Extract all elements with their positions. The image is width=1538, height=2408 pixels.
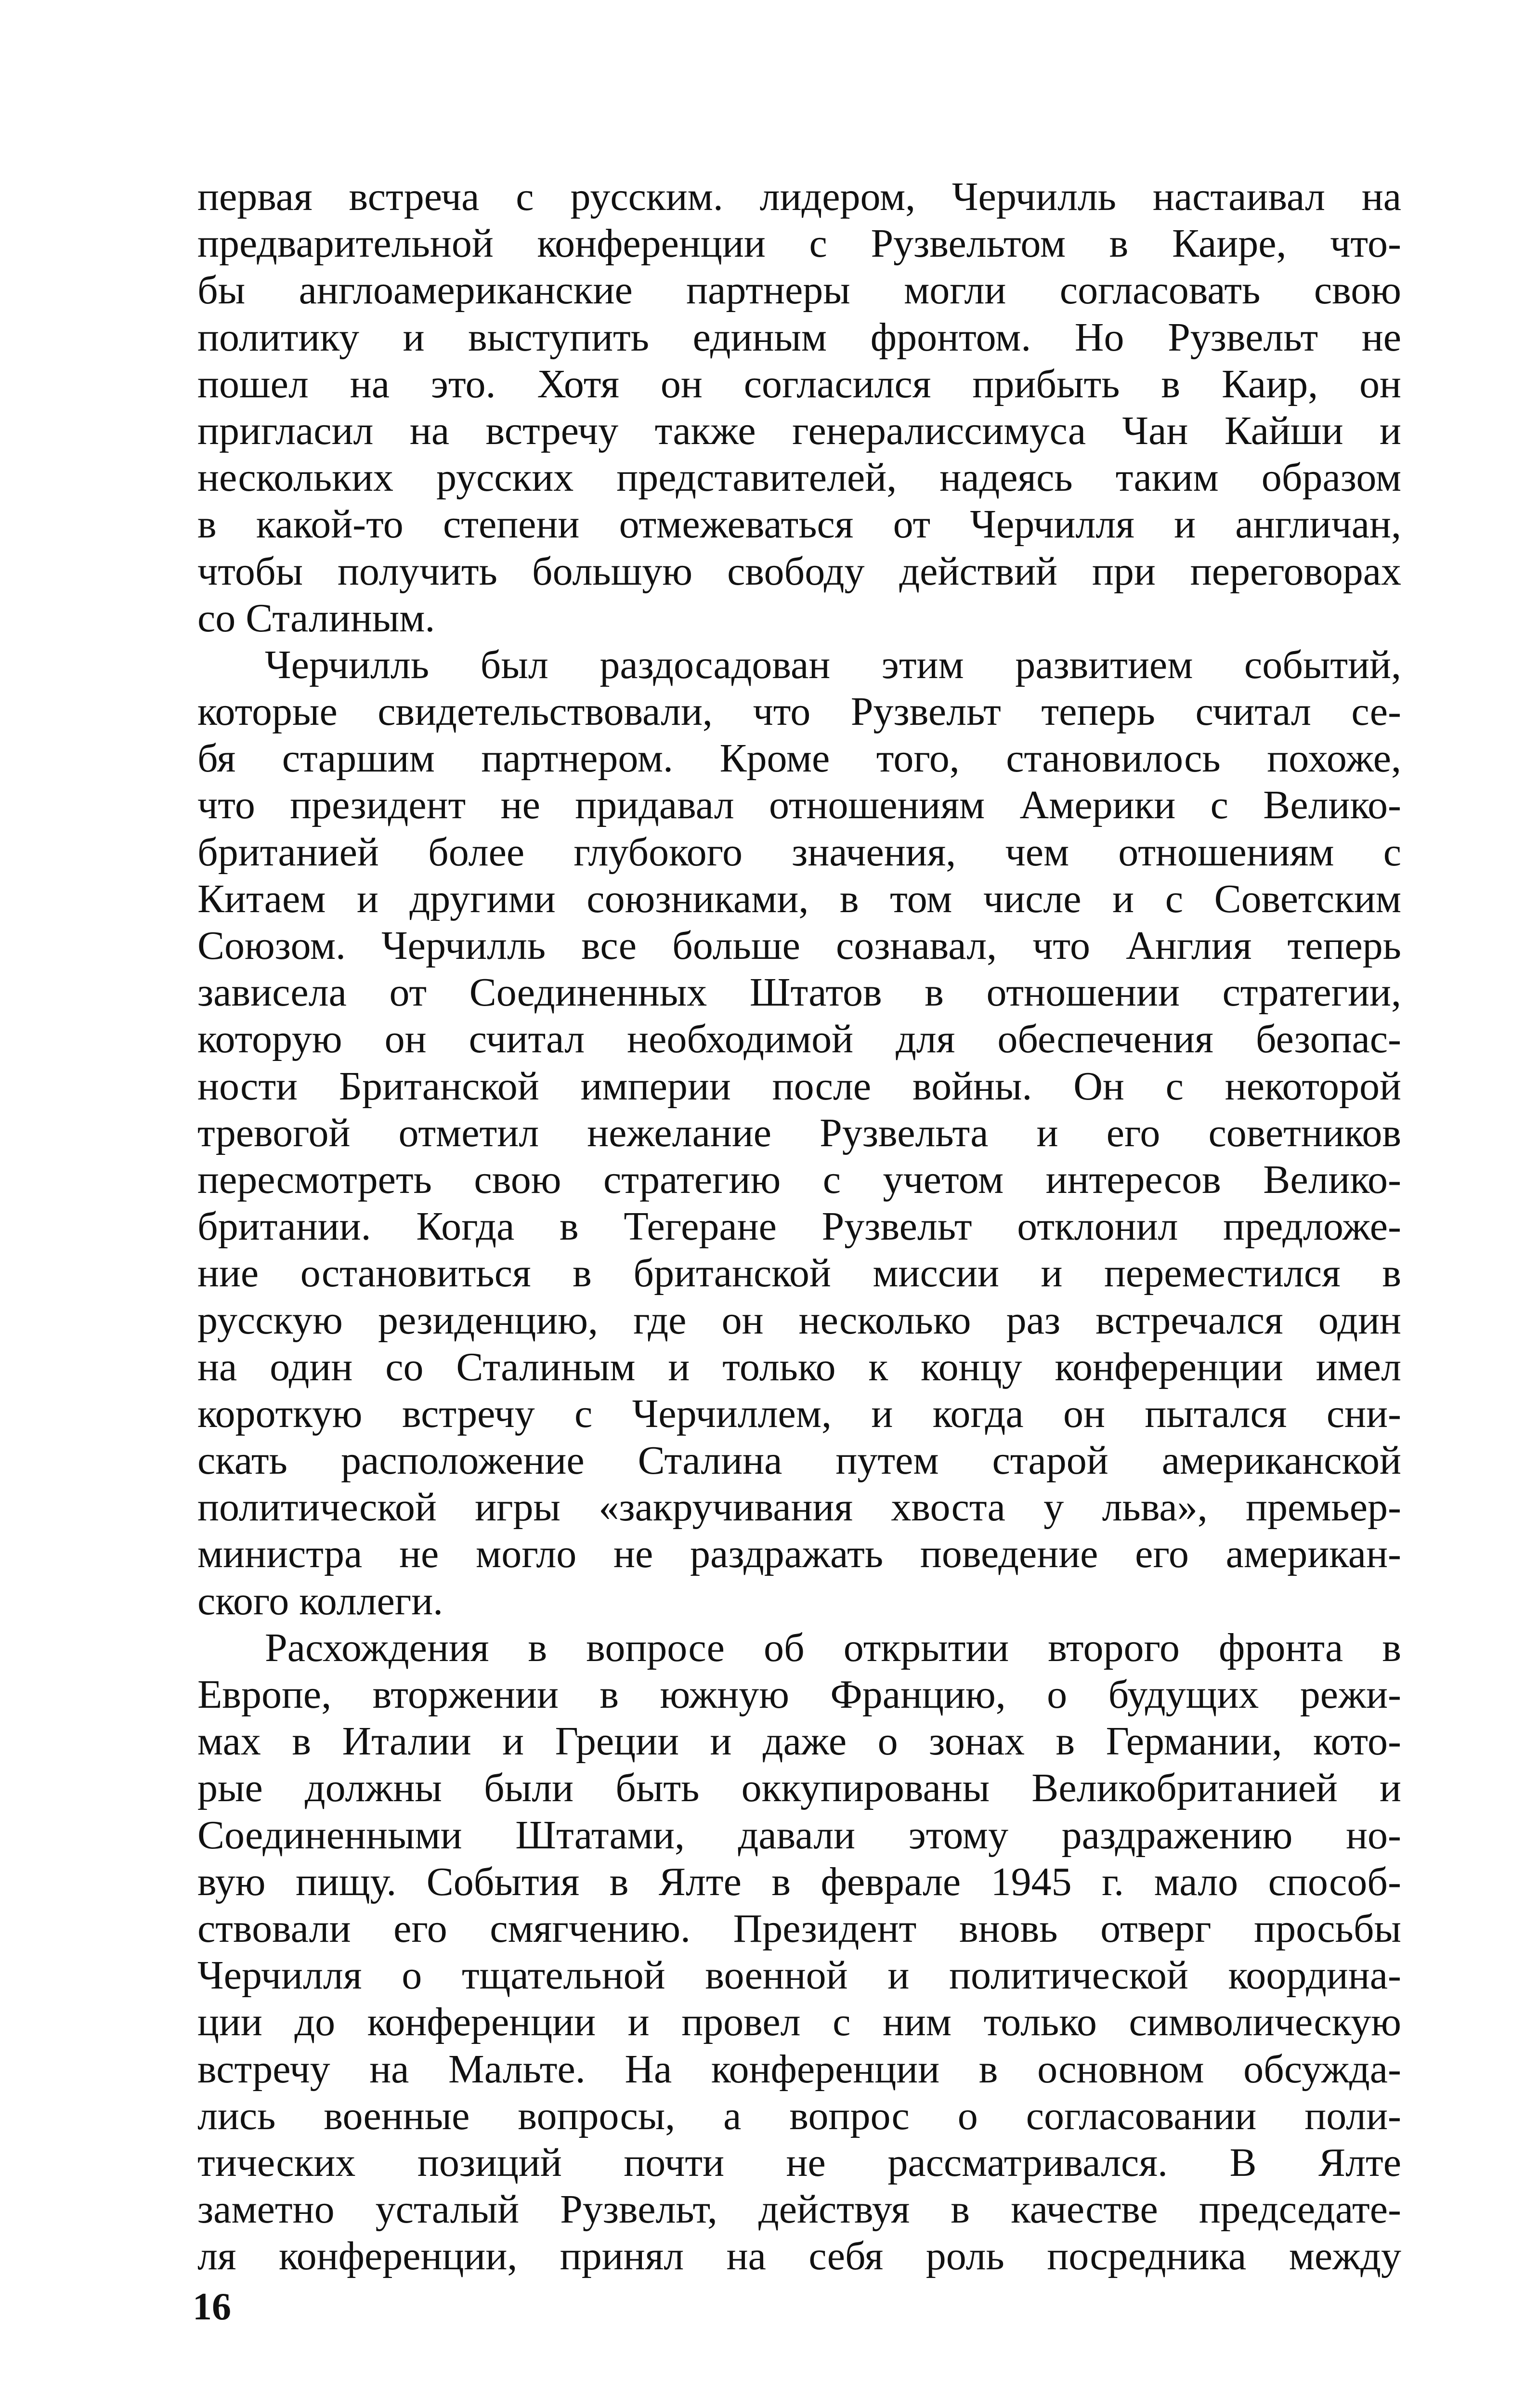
- text-line: пошел на это. Хотя он согласился прибыть в Каир, он: [197, 361, 1401, 406]
- text-line: со Сталиным.: [197, 595, 435, 641]
- text-line: ние остановиться в британской миссии и переместился в: [197, 1251, 1401, 1296]
- page-number: 16: [193, 2286, 231, 2328]
- text-line: пригласил на встречу также генералиссимуса Чан Кайши и: [197, 408, 1401, 453]
- text-line: в какой-то степени отмежеваться от Черчилля и англичан,: [197, 502, 1401, 547]
- text-line: встречу на Мальте. На конференции в основном обсужда-: [197, 2046, 1401, 2092]
- text-line: вую пищу. События в Ялте в феврале 1945 г. мало способ-: [197, 1859, 1401, 1904]
- text-line: бы англоамериканские партнеры могли согласовать свою: [197, 268, 1401, 313]
- text-line: британией более глубокого значения, чем отношениям с: [197, 829, 1401, 875]
- text-line: тревогой отметил нежелание Рузвельта и его советников: [197, 1110, 1401, 1155]
- paragraph: [197, 173, 1401, 641]
- text-line: политической игры «закручивания хвоста у льва», премьер-: [197, 1485, 1401, 1530]
- text-line: которые свидетельствовали, что Рузвельт теперь считал се-: [197, 689, 1401, 734]
- text-line: Черчилля о тщательной военной и политической координа-: [197, 1953, 1401, 1998]
- text-line: министра не могло не раздражать поведение его американ-: [197, 1531, 1401, 1577]
- paragraph: [197, 1624, 1401, 2280]
- text-line: нескольких русских представителей, надеясь таким образом: [197, 455, 1401, 500]
- text-line: короткую встречу с Черчиллем, и когда он пытался сни-: [197, 1391, 1401, 1436]
- text-line: чтобы получить большую свободу действий при переговорах: [197, 549, 1401, 594]
- text-line: тических позиций почти не рассматривался. В Ялте: [197, 2140, 1401, 2185]
- paragraph: [197, 641, 1401, 1624]
- text-line: рые должны были быть оккупированы Великобританией и: [197, 1766, 1401, 1811]
- text-line: ции до конференции и провел с ним только символическую: [197, 2000, 1401, 2045]
- text-line: Черчилль был раздосадован этим развитием событий,: [265, 642, 1401, 687]
- text-line: ля конференции, принял на себя роль посредника между: [197, 2234, 1401, 2279]
- text-line: русскую резиденцию, где он несколько раз встречался один: [197, 1297, 1401, 1343]
- text-line: Европе, вторжении в южную Францию, о будущих режи-: [197, 1672, 1401, 1717]
- text-line: британии. Когда в Тегеране Рузвельт отклонил предложе-: [197, 1204, 1401, 1249]
- text-line: Союзом. Черчилль все больше сознавал, что Англия теперь: [197, 923, 1401, 968]
- text-line: Расхождения в вопросе об открытии второго фронта в: [265, 1625, 1401, 1670]
- text-line: предварительной конференции с Рузвельтом в Каире, что-: [197, 221, 1401, 266]
- text-line: лись военные вопросы, а вопрос о согласовании поли-: [197, 2093, 1401, 2138]
- text-line: пересмотреть свою стратегию с учетом интересов Велико-: [197, 1157, 1401, 1202]
- text-line: которую он считал необходимой для обеспечения безопас-: [197, 1017, 1401, 1062]
- text-line: заметно усталый Рузвельт, действуя в качестве председате-: [197, 2187, 1401, 2232]
- text-line: на один со Сталиным и только к концу конференции имел: [197, 1344, 1401, 1389]
- text-line: ности Британской империи после войны. Он с некоторой: [197, 1063, 1401, 1109]
- text-line: бя старшим партнером. Кроме того, становилось похоже,: [197, 736, 1401, 781]
- text-line: мах в Италии и Греции и даже о зонах в Германии, кото-: [197, 1719, 1401, 1764]
- text-line: ского коллеги.: [197, 1578, 443, 1623]
- text-line: ствовали его смягчению. Президент вновь отверг просьбы: [197, 1906, 1401, 1951]
- text-line: Соединенными Штатами, давали этому раздражению но-: [197, 1812, 1401, 1858]
- text-line: скать расположение Сталина путем старой американской: [197, 1438, 1401, 1483]
- text-line: зависела от Соединенных Штатов в отношении стратегии,: [197, 970, 1401, 1015]
- text-line: Китаем и другими союзниками, в том числе и с Советским: [197, 876, 1401, 921]
- body-text: [197, 173, 1401, 2279]
- text-line: политику и выступить единым фронтом. Но Рузвельт не: [197, 314, 1401, 360]
- text-line: первая встреча с русским. лидером, Черчилль настаивал на: [197, 174, 1401, 219]
- text-line: что президент не придавал отношениям Америки с Велико-: [197, 783, 1401, 828]
